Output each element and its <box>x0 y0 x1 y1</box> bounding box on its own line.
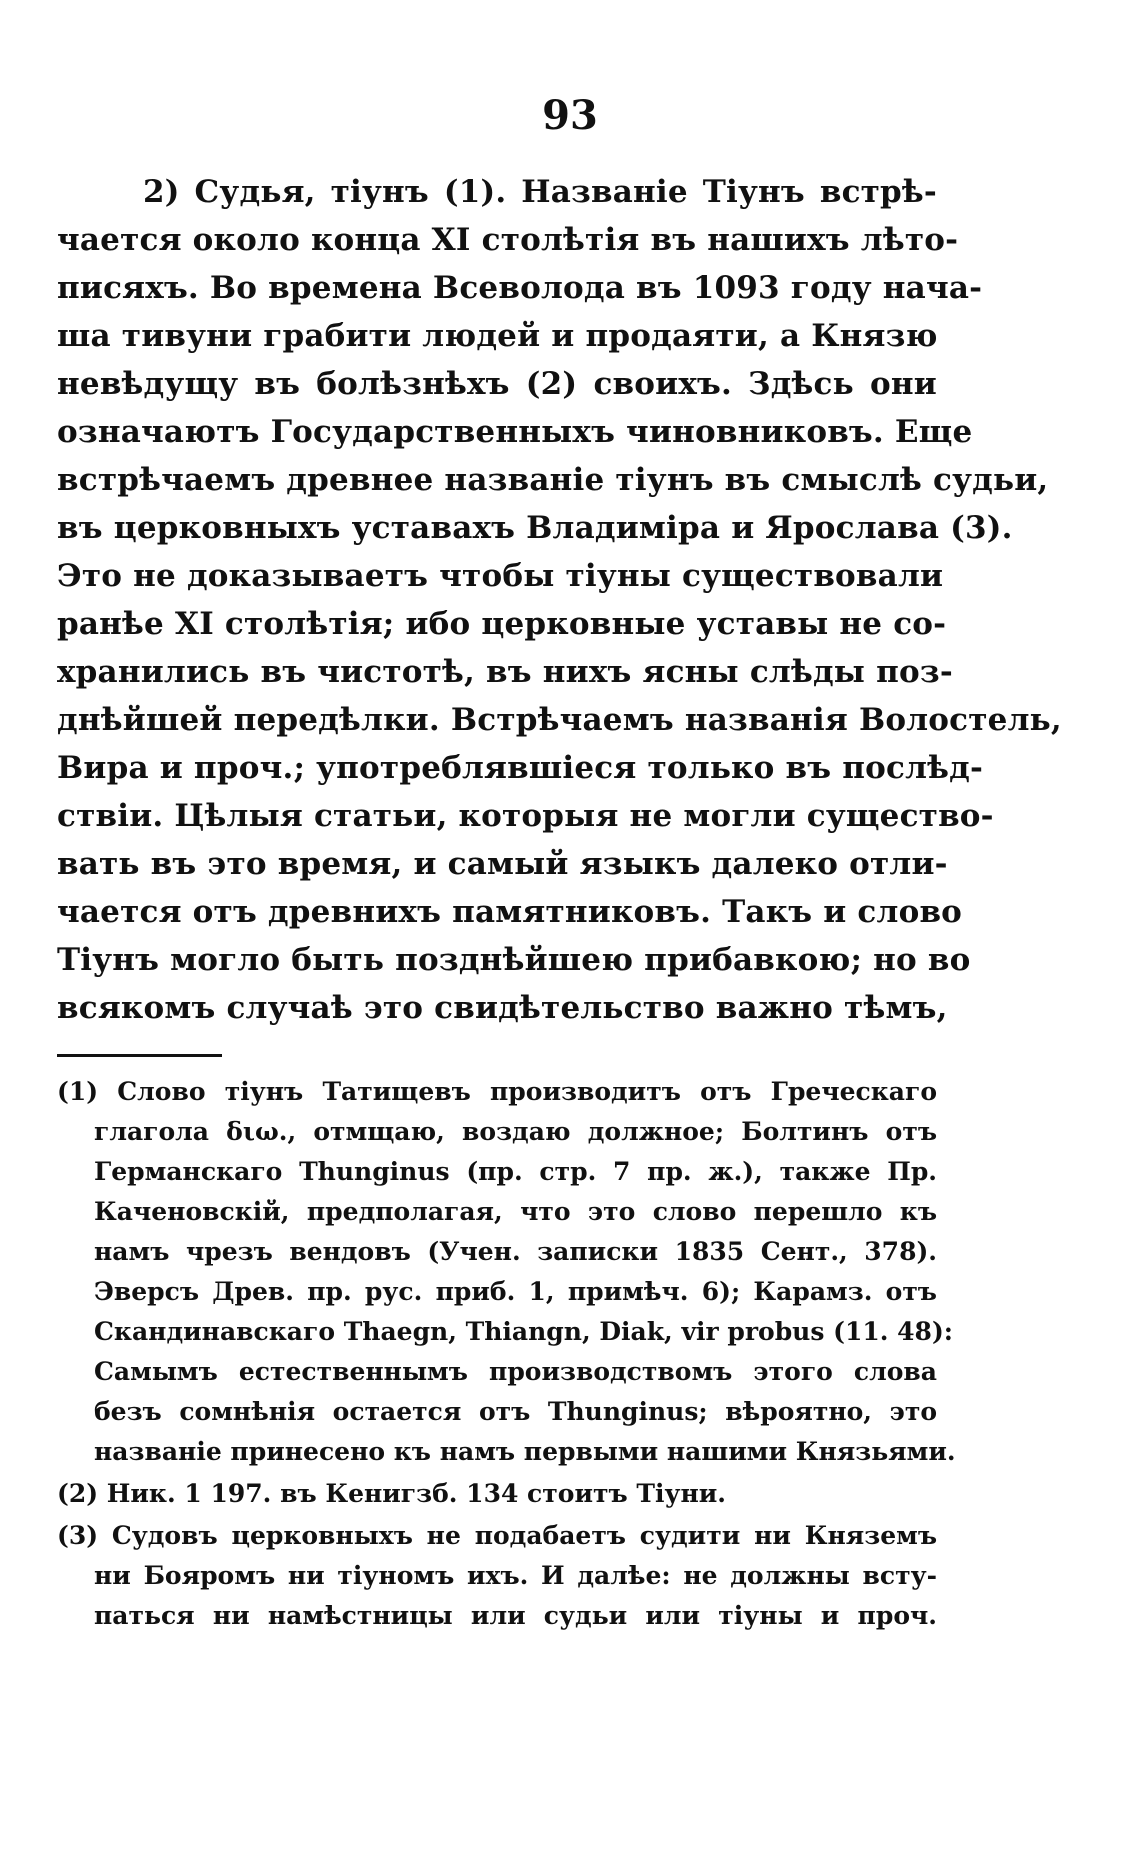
body-line: Это не доказываетъ чтобы тіуны существовали <box>57 558 944 594</box>
body-line: Вира и проч.; употреблявшіеся только въ послѣд- <box>57 750 984 786</box>
footnote-line: названіе принесено къ намъ первыми нашими Князьями. <box>94 1437 956 1466</box>
body-line: вать въ это время, и самый языкъ далеко отли- <box>57 846 948 882</box>
footnote-divider <box>57 1054 222 1057</box>
body-line: Тіунъ могло быть позднѣйшею прибавкою; но во <box>57 942 971 978</box>
footnote-line: безъ сомнѣнія остается отъ Thunginus; вѣроятно, это <box>94 1397 937 1426</box>
footnote-line: паться ни намѣстницы или судьи или тіуны и проч. <box>94 1601 937 1630</box>
body-line: всякомъ случаѣ это свидѣтельство важно тѣмъ, <box>57 990 948 1026</box>
body-line: встрѣчаемъ древнее названіе тіунъ въ смыслѣ судьи, <box>57 462 1049 498</box>
footnote-2 <box>57 1474 937 1514</box>
body-line: ранѣе XI столѣтія; ибо церковные уставы не со- <box>57 606 947 642</box>
body-line: означаютъ Государственныхъ чиновниковъ. Еще <box>57 414 973 450</box>
body-line: 2) Судья, тіунъ (1). Названіе Тіунъ встрѣ- <box>143 174 937 210</box>
body-line: невѣдущу въ болѣзнѣхъ (2) своихъ. Здѣсь они <box>57 366 937 402</box>
body-line: въ церковныхъ уставахъ Владиміра и Ярослава (3). <box>57 510 1013 546</box>
body-line: чается отъ древнихъ памятниковъ. Такъ и слово <box>57 894 963 930</box>
footnote-line: Каченовскій, предполагая, что это слово перешло къ <box>94 1197 937 1226</box>
footnote-line: намъ чрезъ вендовъ (Учен. записки 1835 Сент., 378). <box>94 1237 937 1266</box>
footnote-3 <box>57 1516 937 1636</box>
footnotes <box>57 1072 956 1636</box>
footnote-line: Скандинавскаго Thaegn, Thiangn, Diak, vir probus (11. 48): <box>94 1317 953 1346</box>
footnote-line: Эверсъ Древ. пр. рус. приб. 1, примѣч. 6); Карамз. отъ <box>94 1277 937 1306</box>
body-line: писяхъ. Во времена Всеволода въ 1093 году нача- <box>57 270 983 306</box>
body-line: ствіи. Цѣлыя статьи, которыя не могли существо- <box>57 798 994 834</box>
body-line: днѣйшей передѣлки. Встрѣчаемъ названія Волостель, <box>57 702 1062 738</box>
footnote-line: (2) Ник. 1 197. въ Кенигзб. 134 стоитъ Тіуни. <box>57 1479 727 1508</box>
footnote-line: глагола διω., отмщаю, воздаю должное; Болтинъ отъ <box>94 1117 937 1146</box>
footnote-line: Самымъ естественнымъ производствомъ этого слова <box>94 1357 937 1386</box>
body-text <box>57 168 1062 1032</box>
footnote-line: (3) Судовъ церковныхъ не подабаетъ судити ни Княземъ <box>57 1521 937 1550</box>
body-line: ша тивуни грабити людей и продаяти, а Князю <box>57 318 938 354</box>
footnote-1 <box>57 1072 956 1472</box>
page-number: 93 <box>542 92 598 139</box>
body-line: чается около конца XI столѣтія въ нашихъ лѣто- <box>57 222 959 258</box>
footnote-line: ни Бояромъ ни тіуномъ ихъ. И далѣе: не должны всту- <box>94 1561 937 1590</box>
body-line: хранились въ чистотѣ, въ нихъ ясны слѣды поз- <box>57 654 953 690</box>
footnote-line: (1) Слово тіунъ Татищевъ производитъ отъ Греческаго <box>57 1077 937 1106</box>
footnote-line: Германскаго Thunginus (пр. стр. 7 пр. ж.), также Пр. <box>94 1157 937 1186</box>
